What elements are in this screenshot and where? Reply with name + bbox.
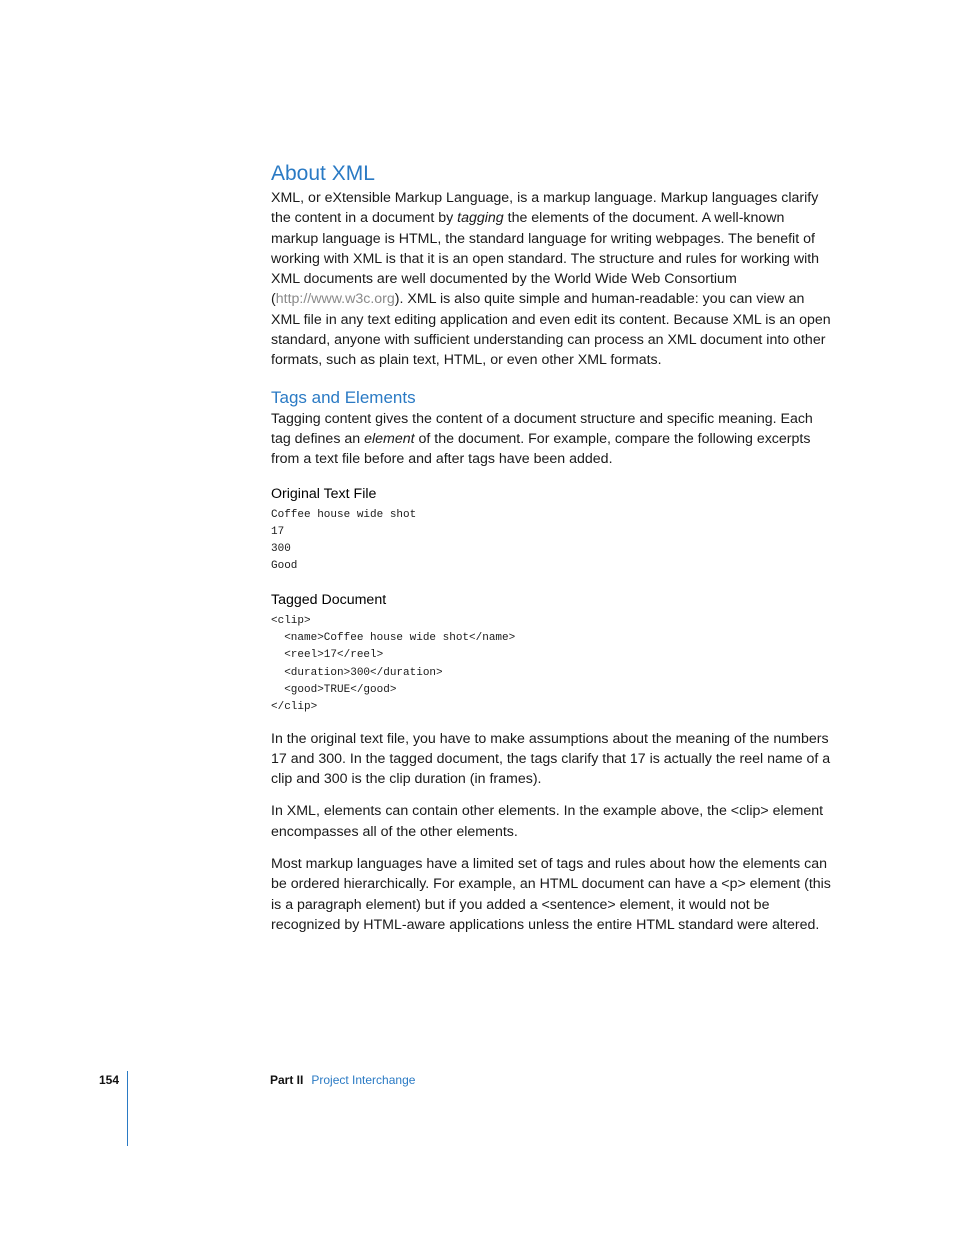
- paragraph-nesting: In XML, elements can contain other elements. In the example above, the <clip> element encompasses all of the other elements.: [271, 803, 824, 840]
- body-paragraphs: [271, 729, 831, 936]
- paragraph-assumptions: In the original text file, you have to make assumptions about the meaning of the numbers 17 and 300. In the tagged document, the tags clarify that 17 is actually the reel name of a clip and 300 is the clip duration (in frames).: [271, 730, 831, 788]
- paragraph-limited-tags: Most markup languages have a limited set of tags and rules about how the elements can be ordered hierarchically. For example, an HTML document can have a <p> element (this is a paragraph element) but if you added a <sentence> element, it would not be recognized by HTML-aware applications unless the entire HTML standard were altered.: [271, 856, 831, 933]
- intro-emphasis: tagging: [457, 210, 504, 227]
- intro-text-2: the elements of the document. A well-known markup language is HTML, the standard language for writing webpages. The benefit of working with XML is that it is an open standard. The structure and rules for working with XML documents are well documented by the World Wide Web Consortium (: [271, 210, 820, 308]
- tags-paragraph: [271, 409, 831, 470]
- intro-paragraph: [271, 188, 831, 371]
- w3c-link[interactable]: http://www.w3c.org: [275, 291, 395, 308]
- intro-text-3: ). XML is also quite simple and human-readable: you can view an XML file in any text editing application and even edit its content. Because XML is an open standard, anyone with sufficient understanding can process an XML document into other formats, such as plain text, HTML, or even other XML formats.: [271, 291, 831, 369]
- tags-text-2: of the document. For example, compare the following excerpts from a text file before and after tags have been added.: [271, 430, 811, 468]
- footer-chapter-link[interactable]: Project Interchange: [311, 1073, 416, 1087]
- page-title: About XML: [271, 162, 375, 185]
- tags-emphasis: element: [364, 430, 415, 447]
- page-content: [271, 160, 831, 935]
- original-file-heading: Original Text File: [271, 485, 377, 502]
- tags-text-1: Tagging content gives the content of a document structure and specific meaning. Each tag defines an: [271, 410, 813, 447]
- footer-divider: [127, 1071, 128, 1146]
- tagged-document-heading: Tagged Document: [271, 591, 387, 608]
- section-heading: Tags and Elements: [271, 387, 416, 407]
- footer-part-label: Part II: [270, 1073, 304, 1087]
- intro-text-1: XML, or eXtensible Markup Language, is a markup language. Markup languages clarify the content in a document by: [271, 190, 819, 227]
- page-number: 154: [99, 1073, 120, 1087]
- tagged-code-block: <clip> <name>Coffee house wide shot</name> <reel>17</reel> <duration>300</duration> <good>TRUE</good> </clip>: [271, 614, 516, 714]
- original-code-block: Coffee house wide shot 17 300 Good: [271, 508, 417, 573]
- footer-breadcrumb: [270, 1073, 415, 1087]
